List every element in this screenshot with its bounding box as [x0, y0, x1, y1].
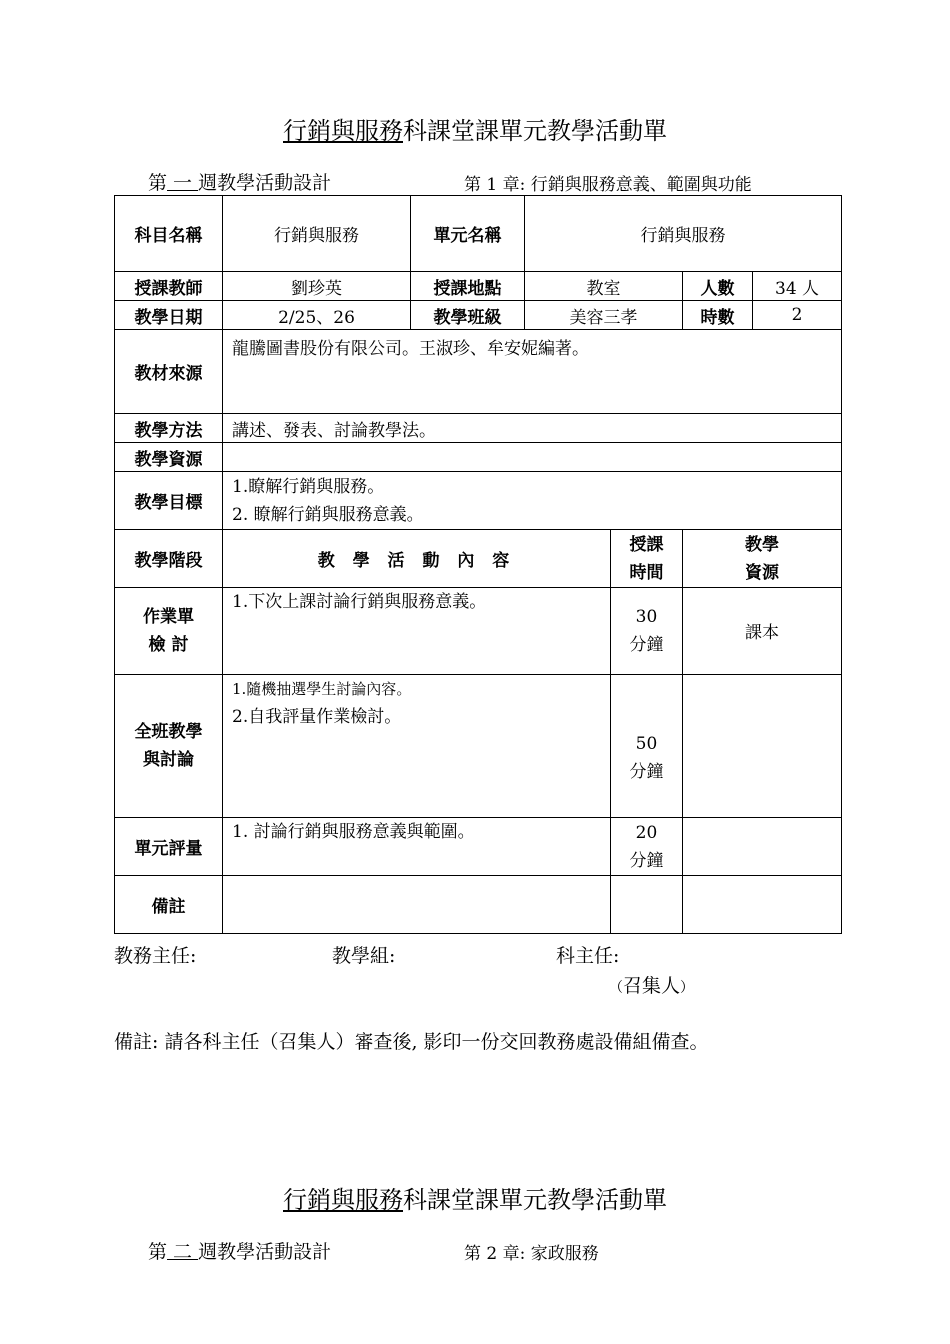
- table-row: [115, 876, 842, 934]
- header-res-line2: 資源: [745, 562, 780, 583]
- subject-label: 科目名稱: [115, 196, 223, 272]
- time-cell: [611, 876, 683, 934]
- page-title-2: [0, 1180, 950, 1215]
- stage-line1: 單元評量: [134, 839, 203, 859]
- teacher-label: 授課教師: [115, 272, 223, 301]
- chapter-title: 第 1 章: 行銷與服務意義、範圍與功能: [464, 175, 752, 195]
- week-design: [148, 168, 331, 195]
- resource-cell: 課本: [683, 588, 842, 675]
- stage-cell: [115, 818, 223, 876]
- resource-cell: [683, 876, 842, 934]
- title-subject: 行銷與服務: [283, 1186, 403, 1214]
- hours-value: 2: [753, 301, 842, 330]
- time-value: 20: [635, 822, 658, 843]
- date-value: 2/25、26: [223, 301, 411, 330]
- table-row: [115, 588, 842, 675]
- time-cell: [611, 675, 683, 818]
- hours-label: 時數: [683, 301, 753, 330]
- subject-value: 行銷與服務: [223, 196, 411, 272]
- header-content: 教 學 活 動 內 容: [223, 530, 611, 588]
- date-label: 教學日期: [115, 301, 223, 330]
- content-line1: 1.下次上課討論行銷與服務意義。: [232, 592, 487, 612]
- week-prefix: 第: [148, 1241, 168, 1263]
- week-prefix: 第: [148, 172, 168, 194]
- group-signature: 教學組:: [332, 945, 396, 967]
- table-row: [115, 818, 842, 876]
- chapter-title: 第 2 章: 家政服務: [464, 1244, 599, 1264]
- unit-label: 單元名稱: [411, 196, 525, 272]
- objective-value: [223, 472, 842, 530]
- objective-label: 教學目標: [115, 472, 223, 530]
- method-label: 教學方法: [115, 414, 223, 443]
- stage-line1: 作業單: [143, 607, 194, 627]
- time-unit: 分鐘: [629, 850, 664, 871]
- title-rest: 科課堂課單元教學活動單: [403, 117, 667, 145]
- content-cell: [223, 675, 611, 818]
- location-value: 教室: [525, 272, 683, 301]
- week-suffix: 週教學活動設計: [198, 1241, 332, 1263]
- class-label: 教學班級: [411, 301, 525, 330]
- content-line1: 1. 討論行銷與服務意義與範圍。: [232, 822, 475, 842]
- stage-line2: 與討論: [143, 750, 194, 770]
- week-design: [148, 1237, 331, 1264]
- location-label: 授課地點: [411, 272, 525, 301]
- header-res-line1: 教學: [745, 534, 780, 555]
- title-rest: 科課堂課單元教學活動單: [403, 1186, 667, 1214]
- material-label: 教材來源: [115, 330, 223, 414]
- header-resource: [683, 530, 842, 588]
- footer-note: 備註: 請各科主任（召集人）審查後, 影印一份交回教務處設備組備查。: [114, 1031, 709, 1053]
- week-number: 一: [167, 172, 199, 194]
- count-label: 人數: [683, 272, 753, 301]
- time-cell: [611, 818, 683, 876]
- activity-table: [114, 195, 842, 934]
- stage-cell: [115, 675, 223, 818]
- content-line2: 2.自我評量作業檢討。: [232, 707, 402, 727]
- class-value: 美容三孝: [525, 301, 683, 330]
- week-number: 二: [167, 1241, 199, 1263]
- unit-value: 行銷與服務: [525, 196, 842, 272]
- director-signature: 教務主任:: [114, 945, 197, 967]
- content-cell: [223, 818, 611, 876]
- content-cell: [223, 876, 611, 934]
- convener-label: [609, 971, 694, 998]
- head-signature: 科主任:: [556, 945, 620, 967]
- page-title: [0, 111, 950, 146]
- stage-line1: 全班教學: [134, 722, 203, 742]
- header-stage: 教學階段: [115, 530, 223, 588]
- method-value: 講述、發表、討論教學法。: [223, 414, 842, 443]
- paren-close: ）: [680, 980, 695, 996]
- resource-value: [223, 443, 842, 472]
- count-value: 34 人: [753, 272, 842, 301]
- resource-cell: [683, 675, 842, 818]
- teacher-value: 劉珍英: [223, 272, 411, 301]
- time-value: 30: [635, 607, 658, 627]
- objective-item: 1.瞭解行銷與服務。: [232, 476, 385, 497]
- stage-line1: 備註: [151, 897, 186, 917]
- title-subject: 行銷與服務: [283, 117, 403, 145]
- header-time: [611, 530, 683, 588]
- week-line-2: [148, 1237, 848, 1265]
- week-suffix: 週教學活動設計: [198, 172, 332, 194]
- content-cell: [223, 588, 611, 675]
- resource-label: 教學資源: [115, 443, 223, 472]
- week-line: [148, 168, 848, 196]
- stage-line2: 檢 討: [148, 635, 189, 655]
- header-time-line1: 授課: [629, 534, 664, 555]
- time-unit: 分鐘: [629, 762, 664, 782]
- table-row: [115, 675, 842, 818]
- material-value: 龍騰圖書股份有限公司。王淑珍、牟安妮編著。: [223, 330, 842, 414]
- stage-cell: [115, 588, 223, 675]
- time-unit: 分鐘: [629, 635, 664, 655]
- time-value: 50: [635, 734, 658, 754]
- objective-item: 2. 瞭解行銷與服務意義。: [232, 504, 424, 525]
- convener-text: 召集人: [623, 975, 681, 997]
- resource-cell: [683, 818, 842, 876]
- content-line1: 1.隨機抽選學生討論內容。: [232, 680, 412, 698]
- paren-open: （: [609, 980, 623, 996]
- stage-cell: [115, 876, 223, 934]
- header-time-line2: 時間: [629, 562, 664, 583]
- time-cell: [611, 588, 683, 675]
